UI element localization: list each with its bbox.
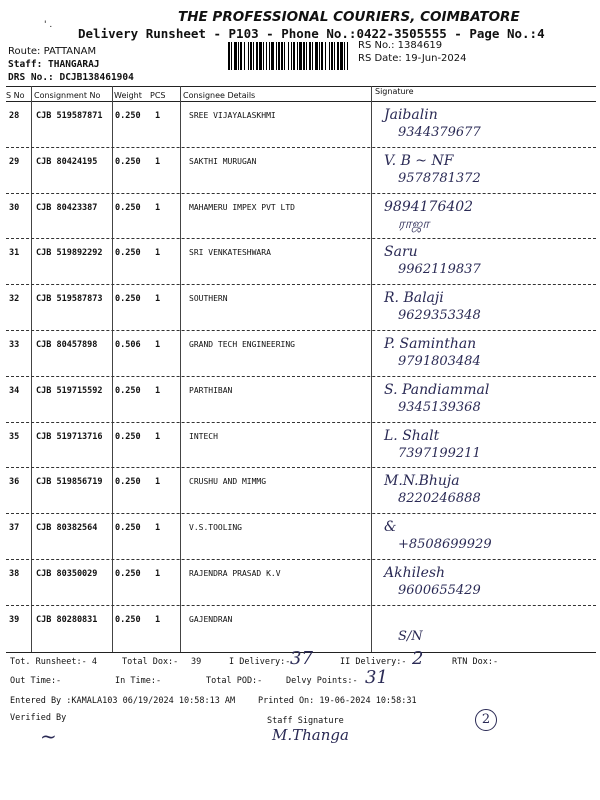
row-consignment-no: CJB 80457898 [36, 340, 98, 350]
row-separator [6, 376, 596, 377]
table-top-border [6, 86, 596, 87]
row-pcs: 1 [155, 111, 161, 121]
row-sno: 34 [9, 385, 20, 396]
in-time-label: In Time:- [115, 676, 162, 686]
row-consignee: RAJENDRA PRASAD K.V [189, 569, 281, 578]
row-sno: 28 [9, 111, 20, 121]
col-header-consignee: Consignee Details [183, 91, 256, 100]
row-weight: 0.250 [115, 431, 141, 442]
col-header-pcs: PCS [150, 91, 166, 100]
row-signature-name: R. Balaji [384, 290, 444, 307]
row-consignee: SRI VENKATESHWARA [189, 248, 271, 258]
row-consignee: PARTHIBAN [189, 385, 233, 395]
row-signature-name: P. Saminthan [384, 336, 477, 352]
row-weight: 0.250 [115, 248, 141, 259]
staff-signature-label: Staff Signature [267, 716, 344, 726]
row-sno: 38 [9, 569, 20, 579]
row-consignee: GRAND TECH ENGINEERING [189, 340, 295, 349]
rs-date: RS Date: 19-Jun-2024 [358, 53, 467, 64]
row-weight: 0.250 [115, 202, 141, 213]
row-consignment-no: CJB 80424195 [36, 156, 98, 167]
row-sno: 32 [9, 294, 20, 305]
company-title: THE PROFESSIONAL COURIERS, COIMBATORE [178, 9, 520, 25]
row-signature-name: M.N.Bhuja [384, 473, 460, 490]
row-signature-phone: ராஜா [398, 216, 430, 232]
row-consignee: MAHAMERU IMPEX PVT LTD [189, 202, 295, 212]
delvy-points-label: Delvy Points:- [286, 676, 358, 686]
total-dox-value: 39 [191, 657, 202, 667]
rs-number: RS No.: 1384619 [358, 40, 443, 51]
row-signature-name: 9894176402 [384, 198, 474, 215]
row-signature-phone: 9578781372 [398, 170, 481, 186]
row-signature-phone: 9345139368 [398, 399, 481, 415]
row-separator [6, 284, 596, 285]
delvy-points-value: 31 [365, 667, 388, 688]
row-signature-phone: S/N [398, 628, 423, 644]
row-consignment-no: CJB 519587871 [36, 111, 103, 121]
row-weight: 0.250 [115, 156, 141, 167]
entered-by: Entered By :KAMALA103 06/19/2024 10:58:13 AM [10, 696, 236, 706]
row-weight: 0.250 [115, 111, 141, 121]
barcode [228, 42, 350, 70]
row-signature-name: Jaibalin [384, 107, 438, 123]
total-pod-label: Total POD:- [206, 676, 263, 686]
row-signature-phone: 9629353348 [398, 308, 481, 324]
row-sno: 39 [9, 614, 20, 625]
row-sno: 37 [9, 523, 20, 534]
row-signature-phone: 7397199211 [398, 445, 481, 461]
row-signature-name: L. Shalt [384, 427, 440, 444]
row-separator [6, 467, 596, 468]
row-sno: 31 [9, 248, 20, 259]
col-header-weight: Weight [114, 91, 142, 100]
row-weight: 0.250 [115, 569, 141, 579]
row-separator [6, 147, 596, 148]
col-divider-1 [31, 86, 32, 652]
row-consignment-no: CJB 519587873 [36, 294, 103, 305]
col-header-signature: Signature [375, 87, 414, 96]
col-divider-2 [112, 86, 113, 652]
row-separator [6, 513, 596, 514]
row-pcs: 1 [155, 477, 161, 488]
row-sno: 29 [9, 156, 20, 167]
route-label: Route: PATTANAM [8, 46, 97, 57]
row-consignment-no: CJB 80280831 [36, 614, 98, 625]
row-consignment-no: CJB 80423387 [36, 202, 98, 213]
corner-mark: ' . [44, 20, 53, 30]
header-bottom-border [6, 101, 596, 102]
ii-delivery-label: II Delivery:- [340, 657, 407, 667]
row-pcs: 1 [155, 614, 161, 625]
row-pcs: 1 [155, 385, 161, 396]
row-consignee: SAKTHI MURUGAN [189, 156, 257, 166]
row-pcs: 1 [155, 202, 161, 213]
row-consignee: GAJENDRAN [189, 614, 233, 624]
tot-runsheet: Tot. Runsheet:- 4 [10, 657, 97, 667]
row-signature-name: Saru [384, 244, 418, 261]
row-pcs: 1 [155, 294, 161, 305]
row-signature-name: & [384, 519, 397, 536]
row-pcs: 1 [155, 523, 161, 534]
row-weight: 0.250 [115, 294, 141, 305]
rtn-dox-label: RTN Dox:- [452, 657, 499, 667]
row-consignee: INTECH [189, 431, 218, 441]
row-signature-phone: 9600655429 [398, 583, 481, 598]
row-weight: 0.506 [115, 340, 141, 350]
staff-signature-hand: M.Thanga [272, 726, 349, 744]
ii-delivery-value: 2 [412, 648, 424, 669]
row-pcs: 1 [155, 431, 161, 442]
verified-signature: ~ [40, 724, 57, 748]
row-pcs: 1 [155, 248, 161, 259]
row-signature-phone: 8220246888 [398, 491, 481, 507]
row-signature-name: Akhilesh [384, 565, 446, 581]
runsheet-subtitle: Delivery Runsheet - P103 - Phone No.:0422-3505555 - Page No.:4 [78, 26, 545, 41]
row-signature-phone: 9344379677 [398, 125, 481, 140]
staff-label: Staff: THANGARAJ [8, 59, 100, 70]
row-signature-name: S. Pandiammal [384, 381, 490, 398]
row-sno: 35 [9, 431, 20, 442]
row-consignment-no: CJB 519892292 [36, 248, 103, 259]
row-consignee: V.S.TOOLING [189, 523, 242, 533]
row-separator [6, 422, 596, 423]
row-consignment-no: CJB 519713716 [36, 431, 103, 442]
row-signature-name: V. B ~ NF [384, 152, 454, 169]
col-header-sno: S No [6, 91, 25, 100]
i-delivery-label: I Delivery:- [229, 657, 291, 667]
row-separator [6, 238, 596, 239]
drs-number: DRS No.: DCJB138461904 [8, 72, 134, 83]
row-separator [6, 330, 596, 331]
row-consignment-no: CJB 80350029 [36, 569, 98, 579]
row-consignee: SREE VIJAYALASKHMI [189, 111, 276, 120]
col-header-consignment: Consignment No [34, 91, 101, 100]
row-consignee: CRUSHU AND MIMMG [189, 477, 267, 487]
out-time-label: Out Time:- [10, 676, 62, 686]
total-dox-label: Total Dox:- [122, 657, 179, 667]
row-pcs: 1 [155, 340, 161, 350]
row-pcs: 1 [155, 569, 161, 579]
row-weight: 0.250 [115, 477, 141, 488]
row-weight: 0.250 [115, 523, 141, 534]
printed-on: Printed On: 19-06-2024 10:58:31 [258, 696, 417, 706]
row-consignee: SOUTHERN [189, 294, 228, 304]
circled-page-number: 2 [475, 709, 497, 731]
row-separator [6, 559, 596, 560]
col-divider-4 [371, 86, 372, 652]
row-signature-phone: 9791803484 [398, 354, 481, 369]
i-delivery-value: 37 [290, 648, 313, 669]
row-weight: 0.250 [115, 385, 141, 396]
row-weight: 0.250 [115, 614, 141, 625]
row-separator [6, 193, 596, 194]
row-signature-phone: +8508699929 [398, 537, 492, 553]
col-divider-3 [180, 86, 181, 652]
row-consignment-no: CJB 80382564 [36, 523, 98, 534]
row-signature-phone: 9962119837 [398, 262, 481, 278]
row-separator [6, 605, 596, 606]
row-pcs: 1 [155, 156, 161, 167]
row-sno: 30 [9, 202, 20, 213]
row-consignment-no: CJB 519856719 [36, 477, 103, 488]
row-sno: 36 [9, 477, 20, 488]
row-sno: 33 [9, 340, 20, 350]
row-consignment-no: CJB 519715592 [36, 385, 103, 396]
verified-by-label: Verified By [10, 713, 67, 723]
